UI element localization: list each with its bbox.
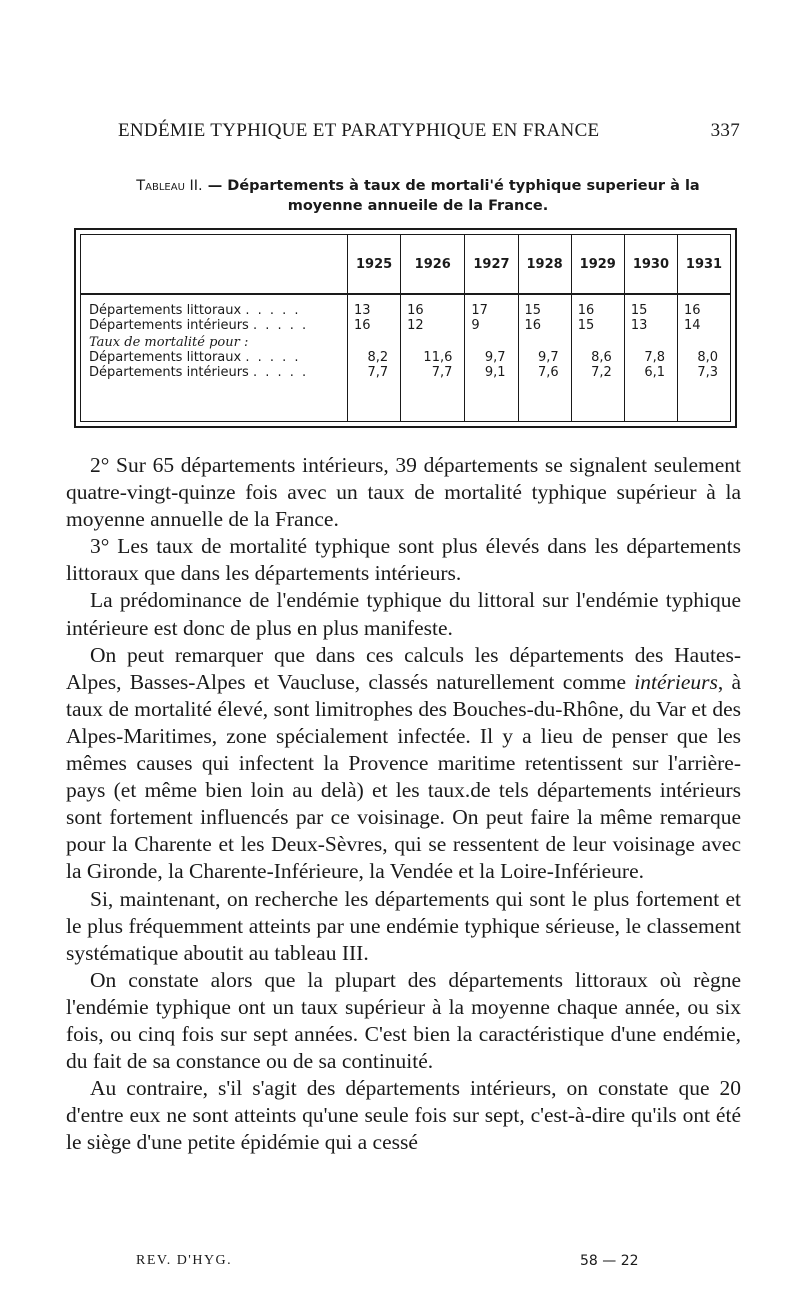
table-cell: 7,3 <box>678 365 731 421</box>
table-cell: 12 <box>401 318 465 333</box>
year-header: 1929 <box>571 235 624 294</box>
table-cell: 15 <box>624 294 677 318</box>
signature-mark: 58 — 22 <box>580 1253 639 1269</box>
year-header: 1931 <box>678 235 731 294</box>
table-row <box>81 365 730 421</box>
table-label: Tableau II. <box>136 178 203 194</box>
italic-word: intérieurs <box>634 669 718 694</box>
table-cell: 14 <box>678 318 731 333</box>
table-cell: 16 <box>348 318 401 333</box>
row-label: Départements intérieurs . . . . . <box>89 365 309 380</box>
table-row <box>81 294 730 318</box>
table-cell: 9,7 <box>518 350 571 365</box>
paragraph: 3° Les taux de mortalité typhique sont plus élevés dans les départements littoraux que dans les départements intérieurs. <box>66 534 741 586</box>
paragraph: 2° Sur 65 départements intérieurs, 39 départements se signalent seulement quatre-vingt-quinze fois avec un taux de mortalité typhique supérieur à la moyenne annuelle de la France. <box>66 453 741 532</box>
paragraph: La prédominance de l'endémie typhique du littoral sur l'endémie typhique intérieure est donc de plus en plus manifeste. <box>66 588 741 640</box>
table-row <box>81 318 730 333</box>
running-title: ENDÉMIE TYPHIQUE ET PARATYPHIQUE EN FRANCE <box>118 120 600 141</box>
running-head <box>118 120 740 142</box>
table-cell: 13 <box>348 294 401 318</box>
body-text <box>66 452 741 1156</box>
row-label: Départements intérieurs . . . . . <box>89 318 309 333</box>
table-cell: 16 <box>518 318 571 333</box>
mortality-table <box>81 235 730 421</box>
header-empty-cell <box>81 235 348 294</box>
row-label: Départements littoraux . . . . . <box>89 350 301 365</box>
paragraph: On constate alors que la plupart des départements littoraux où règne l'endémie typhique ont un taux supérieur à la moyenne chaque année, ou six fois, ou cinq fois sur sept années. C'est bien la caractéristique d'une endémie, du fait de sa constance ou de sa continuité. <box>66 967 741 1074</box>
page-footer <box>0 1253 800 1273</box>
table-inner-frame <box>80 234 731 422</box>
table-cell: 16 <box>678 294 731 318</box>
subheading: Taux de mortalité pour : <box>89 335 249 350</box>
table-cell: 9,1 <box>465 365 518 421</box>
table-cell: 9 <box>465 318 518 333</box>
year-header: 1925 <box>348 235 401 294</box>
table-cell: 8,0 <box>678 350 731 365</box>
paragraph: Au contraire, s'il s'agit des départements intérieurs, on constate que 20 d'entre eux ne sont atteints qu'une seule fois sur sept, c'est-à-dire qu'ils ont été le siège d'une petite épidémie qui a cessé <box>66 1076 741 1155</box>
year-header: 1928 <box>518 235 571 294</box>
table-cell: 8,6 <box>571 350 624 365</box>
year-header: 1930 <box>624 235 677 294</box>
paragraph: Si, maintenant, on recherche les départements qui sont le plus fortement et le plus fréquemment atteints par une endémie typhique sérieuse, le classement systématique aboutit au tableau III. <box>66 886 741 965</box>
table-cell: 13 <box>624 318 677 333</box>
table-cell: 7,7 <box>401 365 465 421</box>
table-header-row <box>81 235 730 294</box>
table-cell: 7,7 <box>348 365 401 421</box>
table-cell: 16 <box>401 294 465 318</box>
table-subheading-row <box>81 333 730 350</box>
table-caption-text: — Départements à taux de mortali'é typhique superieur à la moyenne annueile de la France. <box>207 178 700 214</box>
journal-abbrev: REV. D'HYG. <box>136 1253 233 1268</box>
table-cell: 7,8 <box>624 350 677 365</box>
table-cell: 16 <box>571 294 624 318</box>
table-cell: 9,7 <box>465 350 518 365</box>
row-label: Départements littoraux . . . . . <box>89 303 301 318</box>
year-header: 1926 <box>401 235 465 294</box>
table-frame <box>74 228 737 428</box>
table-cell: 6,1 <box>624 365 677 421</box>
page-number: 337 <box>710 120 740 141</box>
table-cell: 8,2 <box>348 350 401 365</box>
table-row <box>81 350 730 365</box>
table-cell: 7,2 <box>571 365 624 421</box>
year-header: 1927 <box>465 235 518 294</box>
table-cell: 17 <box>465 294 518 318</box>
table-caption <box>118 176 718 216</box>
table-cell: 7,6 <box>518 365 571 421</box>
table-cell: 11,6 <box>401 350 465 365</box>
paragraph: On peut remarquer que dans ces calculs les départements des Hautes-Alpes, Basses-Alpes et Vaucluse, classés naturellement comme intérieurs, à taux de mortalité élevé, sont limitrophes des Bouches-du-Rhône, du Var et des Alpes-Maritimes, zone spécialement infectée. Il y a lieu de penser que les mêmes causes qui infectent la Provence maritime retentissent sur l'arrière-pays (et même bien loin au delà) et les taux.de tels départements intérieurs sont fortement influencés par ce voisinage. On peut faire la même remarque pour la Charente et les Deux-Sèvres, qui se ressentent de leur voisinage avec la Gironde, la Charente-Inférieure, la Vendée et la Loire-Inférieure. <box>66 642 741 884</box>
table-cell: 15 <box>518 294 571 318</box>
table-cell: 15 <box>571 318 624 333</box>
